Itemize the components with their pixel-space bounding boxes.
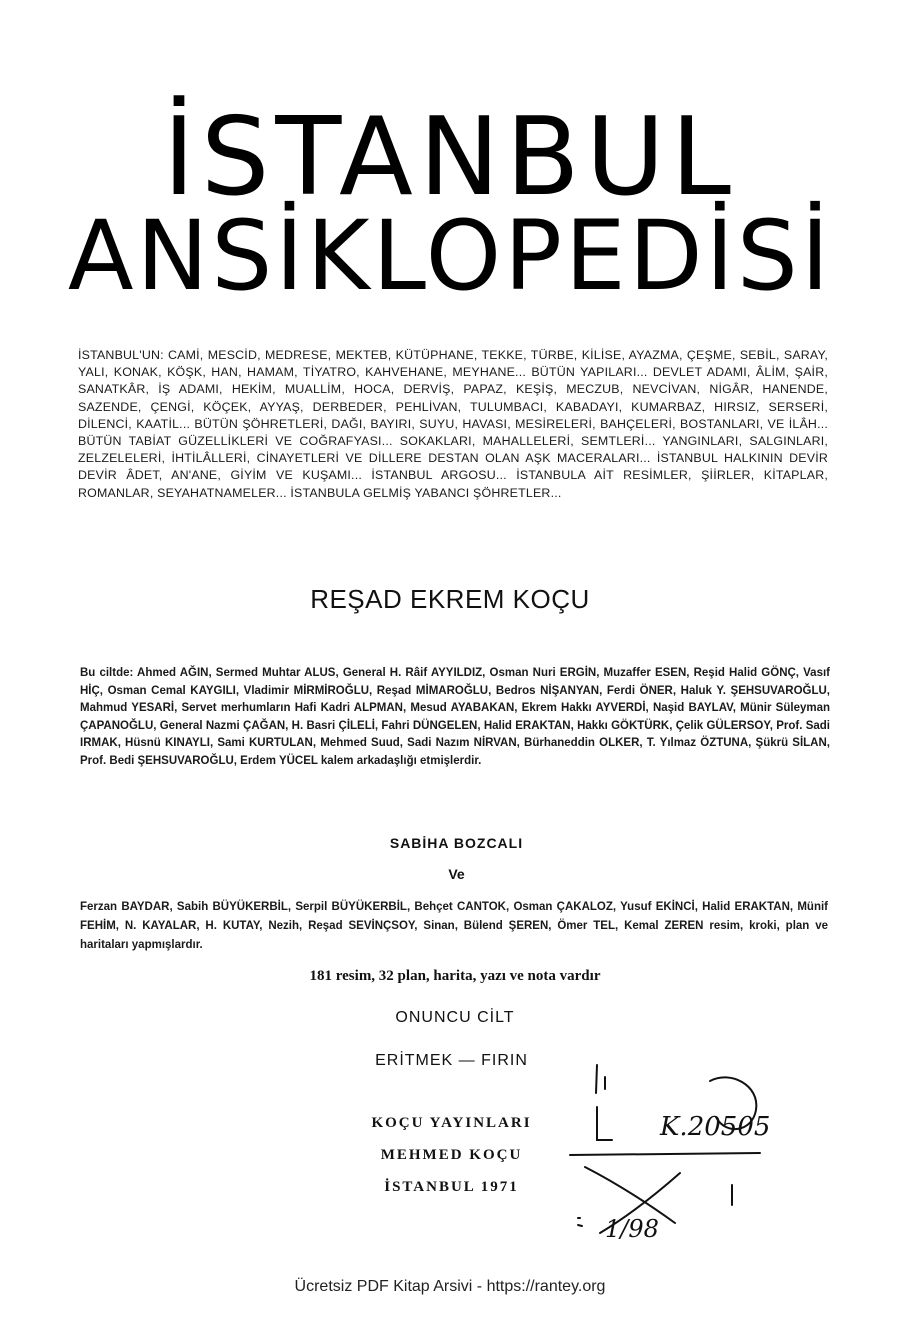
- library-stamp-handwriting: [560, 1055, 800, 1255]
- volume-label: ONUNCU CİLT: [395, 1009, 515, 1026]
- stamp-number: K.20505: [660, 1112, 771, 1142]
- stamp-mark: 1/98: [605, 1215, 659, 1243]
- footer-watermark: Ücretsiz PDF Kitap Arsivi - https://rantey.org: [294, 1278, 606, 1295]
- publisher-owner: MEHMED KOÇU: [380, 1147, 523, 1163]
- figures-note: 181 resim, 32 plan, harita, yazı ve nota vardır: [309, 968, 601, 984]
- contributors-paragraph: Bu ciltde: Ahmed AĞIN, Sermed Muhtar ALUS, General H. Râif AYYILDIZ, Osman Nuri ERGİN, Muzaffer ESEN, Reşid Halid GÖNÇ, Vasıf HİÇ, Osman Cemal KAYGILI, Vladimir MİRMİROĞLU, Reşad MİMAROĞLU, Bedros NİŞANYAN, Ferdi ÖNER, Haluk Y. ŞEHSUVAROĞLU, Mahmud YESARİ, Servet merhumların Hafi Kadri ALPMAN, Mesud AYABAKAN, Ekrem Hakkı AYVERDİ, Naşid BAYLAV, Münir Süleyman ÇAPANOĞLU, General Nazmi ÇAĞAN, H. Basri ÇİLELİ, Fahri DÜNGELEN, Halid ERAKTAN, Hakkı GÖKTÜRK, Çelik GÜLERSOY, Prof. Sadi IRMAK, Hüsnü KINAYLI, Sami KURTULAN, Mehmed Suud, Sadi Nazım NİRVAN, Bürhaneddin OLKER, T. Yılmaz ÖZTUNA, Şükrü SİLAN, Prof. Bedi ŞEHSUVAROĞLU, Erdem YÜCEL kalem arkadaşlığı etmişlerdir.: [80, 667, 830, 767]
- book-title-line-2: ANSİKLOPEDİSİ: [67, 200, 833, 312]
- illustrators-paragraph: Ferzan BAYDAR, Sabih BÜYÜKERBİL, Serpil BÜYÜKERBİL, Behçet CANTOK, Osman ÇAKALOZ, Yusuf EKİNCİ, Halid ERAKTAN, Münif FEHİM, N. KAYALAR, H. KUTAY, Nezih, Reşad SEVİNÇSOY, Sinan, Bülend ŞEREN, Ömer TEL, Kemal ZEREN resim, kroki, plan ve haritaları yapmışlardır.: [80, 901, 828, 951]
- conjunction-ve: Ve: [448, 866, 465, 882]
- publisher-place-year: İSTANBUL 1971: [384, 1179, 519, 1195]
- subjects-paragraph: İSTANBUL'UN: CAMİ, MESCİD, MEDRESE, MEKTEB, KÜTÜPHANE, TEKKE, TÜRBE, KİLİSE, AYAZMA, ÇEŞME, SEBİL, SARAY, YALI, KONAK, KÖŞK, HAN, HAMAM, TİYATRO, KAHVEHANE, MEYHANE... BÜTÜN YAPILARI... DEVLET ADAMI, ÂLİM, ŞAİR, SANATKÂR, İŞ ADAMI, HEKİM, MUALLİM, HOCA, DERVİŞ, PAPAZ, KEŞİŞ, MECZUB, NEVCİVAN, NİGÂR, HANENDE, SAZENDE, ÇENGİ, KÖÇEK, AYYAŞ, DERBEDER, PEHLİVAN, TULUMBACI, KABADAYI, KUMARBAZ, HIRSIZ, SERSERİ, DİLENCİ, KAATİL... BÜTÜN ŞÖHRETLERİ, DAĞI, BAYIRI, SUYU, HAVASI, MESİRELERİ, BAHÇELERİ, BOSTANLARI, VE İLÂH... BÜTÜN TABİAT GÜZELLİKLERİ VE COĞRAFYASI... SOKAKLARI, MAHALLELERİ, SEMTLERİ... YANGINLARI, SALGINLARI, ZELZELELERİ, İHTİLÂLLERİ, CİNAYETLERİ VE DİLLERE DESTAN OLAN AŞK MACERALARI... İSTANBUL HALKININ DEVİR DEVİR ÂDET, AN'ANE, GİYİM VE KUŞAMI... İSTANBUL ARGOSU... İSTANBULA AİT RESİMLER, ŞİİRLER, KİTAPLAR, ROMANLAR, SEYAHATNAMELER... İSTANBULA GELMİŞ YABANCI ŞÖHRETLER...: [78, 348, 828, 500]
- editor-name: SABİHA BOZCALI: [389, 835, 524, 851]
- entry-range: ERİTMEK — FIRIN: [375, 1052, 528, 1069]
- publisher-name: KOÇU YAYINLARI: [371, 1115, 532, 1131]
- book-title-line-1: İSTANBUL: [163, 95, 737, 220]
- author-name: REŞAD EKREM KOÇU: [310, 584, 590, 614]
